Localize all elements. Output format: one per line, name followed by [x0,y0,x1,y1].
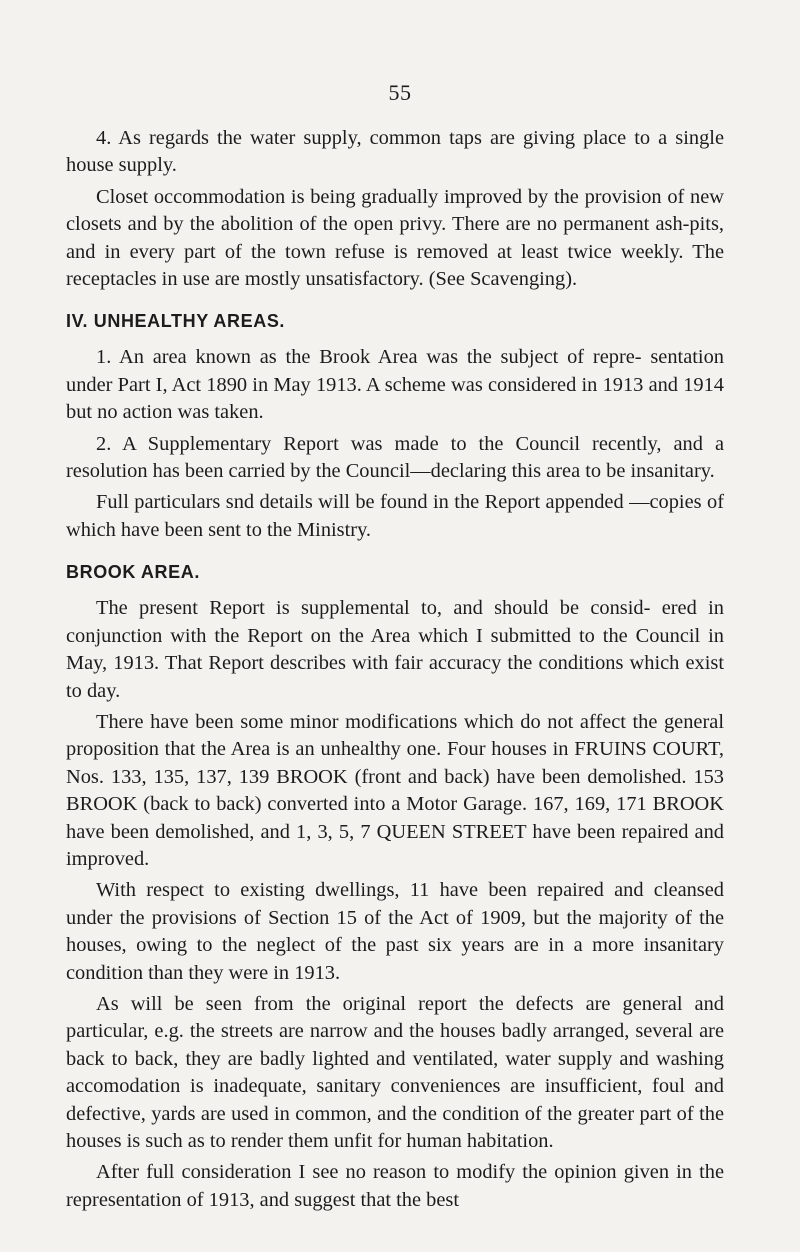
paragraph-existing-dwellings: With respect to existing dwellings, 11 have been repaired and cleansed under the provisions of Section 15 of the Act of 1909, but the majority of the houses, owing to the neglect of the past six years are in a more insanitary condition than they were in 1913. [66,879,724,984]
heading-unhealthy-areas: IV. UNHEALTHY AREAS. [66,311,286,332]
paragraph-supplementary-report: 2. A Supplementary Report was made to the Council recently, and a resolution has been carried by the Council—declaring this area to be insanitary. [66,432,724,483]
page-number: 55 [388,80,412,105]
paragraph-present-report: The present Report is supplemental to, and should be consid- ered in conjunction with the Report on the Area which I submitted to the Council in May, 1913. That Report describes with fair accuracy the conditions which exist to day. [66,597,724,702]
paragraph-modifications: There have been some minor modifications which do not affect the general proposition that the Area is an unhealthy one. Four houses in FRUINS COURT, Nos. 133, 135, 137, 139 BROOK (front and back) have been demolished. 153 BROOK (back to back) converted into a Motor Garage. 167, 169, 171 BROOK have been demolished, and 1, 3, 5, 7 QUEEN STREET have been repaired and improved. [66,710,724,870]
heading-brook-area: BROOK AREA. [66,562,200,583]
paragraph-full-particulars: Full particulars snd details will be found in the Report appended —copies of which have been sent to the Ministry. [66,491,724,541]
paragraph-water-supply: 4. As regards the water supply, common taps are giving place to a single house supply. [66,127,724,177]
paragraph-brook-area-representation: 1. An area known as the Brook Area was the subject of repre- sentation under Part I, Act 1890 in May 1913. A scheme was considered in 1913 and 1914 but no action was taken. [66,346,724,424]
paragraph-defects: As will be seen from the original report the defects are general and particular, e.g. the streets are narrow and the houses badly arranged, several are back to back, they are badly lighted and ventilated, water supply and washing accomodation is inadequate, sanitary conveniences are insufficient, foul and defective, yards are used in common, and the condition of the greater part of the houses is such as to render them unfit for human habitation. [66,992,724,1152]
paragraph-conclusion: After full consideration I see no reason to modify the opinion given in the representation of 1913, and suggest that the best [66,1161,724,1211]
paragraph-closet-accommodation: Closet occommodation is being gradually improved by the provision of new closets and by the abolition of the open privy. There are no permanent ash-pits, and in every part of the town refuse is removed at least twice weekly. The receptacles in use are mostly unsatisfactory. (See Scavenging). [66,185,724,291]
body-text [66,125,724,1214]
